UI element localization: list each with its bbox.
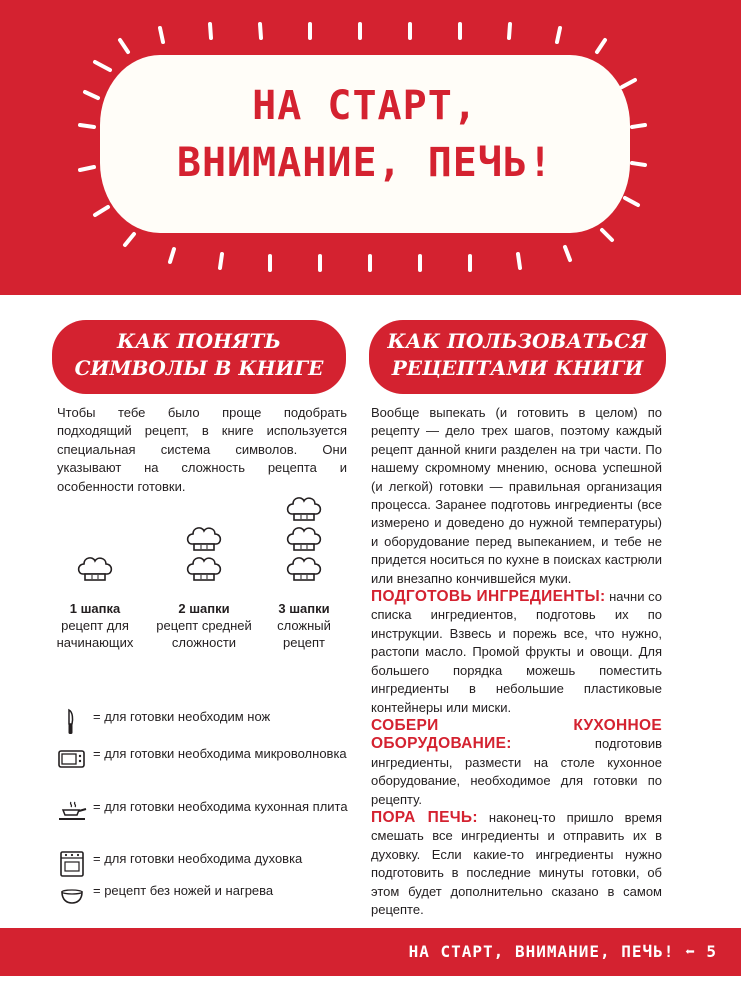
step-prepare-ingredients (371, 588, 662, 717)
difficulty-2-count: 2 шапки (178, 601, 230, 616)
recipes-guide (371, 404, 662, 919)
difficulty-3-desc: сложный рецепт (277, 618, 331, 650)
right-heading-line-1: КАК ПОЛЬЗОВАТЬСЯ (387, 329, 648, 353)
difficulty-1 (47, 600, 143, 651)
difficulty-3 (256, 600, 352, 651)
left-heading-line-1: КАК ПОНЯТЬ (117, 329, 281, 353)
bowl-icon (57, 882, 87, 910)
step-2-heading: СОБЕРИ КУХОННОЕ ОБОРУДОВАНИЕ: (371, 716, 662, 753)
chef-hat-icon-1a (79, 558, 112, 580)
step-1-heading: ПОДГОТОВЬ ИНГРЕДИЕНТЫ: (371, 588, 606, 606)
step-1-text: начни со списка ингредиентов, подготовь их по инструкции. Взвесь и порежь все, что нужно, растопи масло. Промой фрукты и овощи. Для большего порядка можешь поместить ингредиенты в небольшие пластиковые контейнеры или миски. (371, 589, 662, 715)
symbol-oven-text: = для готовки необходима духовка (93, 851, 303, 866)
chef-hat-icon-2a (188, 528, 221, 550)
symbol-microwave-text: = для готовки необходима микроволновка (93, 746, 347, 761)
difficulty-3-count: 3 шапки (278, 601, 330, 616)
step-gather-equipment (371, 717, 662, 809)
difficulty-1-desc: рецепт для начинающих (56, 618, 134, 650)
title-line-2: ВНИМАНИЕ, ПЕЧЬ! (176, 140, 554, 186)
oven-icon (57, 850, 87, 878)
step-2-text: подготовив ингредиенты, размести на столе кухонное оборудование, необходимое для готовки по рецепту. (371, 736, 662, 807)
chef-hat-icon-2b (188, 558, 221, 580)
difficulty-2 (156, 600, 252, 651)
step-3-heading: ПОРА ПЕЧЬ: (371, 808, 478, 826)
running-footer (409, 942, 717, 961)
page-number: 5 (706, 942, 717, 961)
left-heading-line-2: СИМВОЛЫ В КНИГЕ (74, 356, 324, 380)
chef-hat-icon-3c (288, 558, 321, 580)
arrow-left-icon: ⬅ (685, 942, 696, 961)
symbol-knife-text: = для готовки необходим нож (93, 709, 271, 724)
symbol-bowl-text: = рецепт без ножей и нагрева (93, 883, 274, 898)
difficulty-2-desc: рецепт средней сложности (156, 618, 252, 650)
right-heading-line-2: РЕЦЕПТАМИ КНИГИ (391, 356, 644, 380)
recipes-intro-text: Вообще выпекать (и готовить в целом) по рецепту — дело трех шагов, поэтому каждый рецепт данной книги разделен на три части. По нашему скромному мнению, основа успешной (и легкой) готовки — правильная организация процесса. Заранее подготовь ингредиенты (все измерено и доведено до нужной температуры) и оборудование перед выпеканием, и тебе не придется носиться по кухне в поисках кастрюли или внезапно кончившейся муки. (371, 405, 662, 586)
microwave-icon (57, 745, 87, 773)
difficulty-1-count: 1 шапка (69, 601, 121, 616)
chef-hat-icon-3b (288, 528, 321, 550)
title-line-1: НА СТАРТ, (252, 83, 478, 129)
symbol-stove-text: = для готовки необходима кухонная плита (93, 799, 348, 814)
stove-pan-icon (57, 798, 87, 826)
step-3-text: наконец-то пришло время смешать все ингредиенты и отправить их в духовку. Если какие-то ингредиенты нужно подготовить в последние минуты готовки, об этом будет дополнительно сказано в самом рецепте. (371, 809, 662, 917)
chef-hat-icon-3a (288, 498, 321, 520)
symbols-intro-text: Чтобы тебе было проще подобрать подходящий рецепт, в книге используется специальная система символов. Они указывают на сложность рецепта и особенности готовки. (57, 405, 347, 494)
footer-title: НА СТАРТ, ВНИМАНИЕ, ПЕЧЬ! (408, 942, 675, 961)
knife-icon (57, 708, 87, 736)
step-time-to-bake (371, 809, 662, 919)
